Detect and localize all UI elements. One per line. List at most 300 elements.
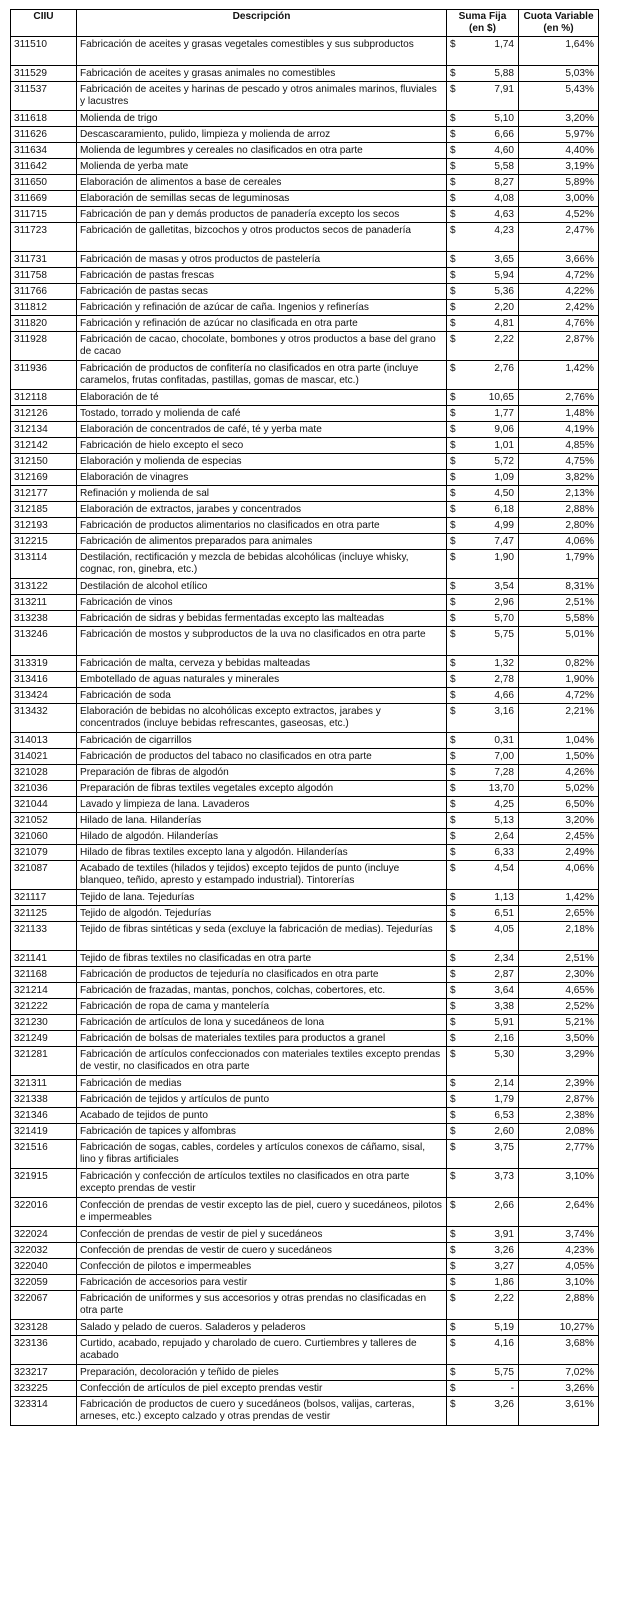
description-cell: Fabricación de artículos de lona y sucedáneos de lona xyxy=(77,1015,447,1031)
description-cell: Fabricación de productos de tejeduría no clasificados en otra parte xyxy=(77,967,447,983)
ciiu-code-cell: 313424 xyxy=(11,688,77,704)
ciiu-code-cell: 321036 xyxy=(11,781,77,797)
suma-fija-cell: 3,73 xyxy=(469,1169,519,1198)
table-body xyxy=(11,37,599,1426)
currency-symbol-cell: $ xyxy=(447,252,469,268)
currency-symbol-cell: $ xyxy=(447,1169,469,1198)
currency-symbol-cell: $ xyxy=(447,1198,469,1227)
cuota-variable-cell: 2,65% xyxy=(519,906,599,922)
currency-symbol-cell: $ xyxy=(447,518,469,534)
table-row xyxy=(11,1381,599,1397)
ciiu-code-cell: 311723 xyxy=(11,223,77,252)
description-cell: Elaboración de concentrados de café, té y yerba mate xyxy=(77,422,447,438)
ciiu-code-cell: 311618 xyxy=(11,111,77,127)
table-row xyxy=(11,361,599,390)
description-cell: Fabricación de masas y otros productos de pastelería xyxy=(77,252,447,268)
suma-fija-cell: 5,36 xyxy=(469,284,519,300)
cuota-variable-cell: 5,97% xyxy=(519,127,599,143)
table-row xyxy=(11,1140,599,1169)
description-cell: Fabricación de hielo excepto el seco xyxy=(77,438,447,454)
ciiu-code-cell: 311529 xyxy=(11,66,77,82)
currency-symbol-cell: $ xyxy=(447,300,469,316)
suma-fija-cell: 5,13 xyxy=(469,813,519,829)
currency-symbol-cell: $ xyxy=(447,438,469,454)
suma-fija-cell: 0,31 xyxy=(469,733,519,749)
cuota-variable-cell: 2,18% xyxy=(519,922,599,951)
ciiu-code-cell: 311650 xyxy=(11,175,77,191)
suma-fija-cell: 2,87 xyxy=(469,967,519,983)
ciiu-code-cell: 321281 xyxy=(11,1047,77,1076)
description-cell: Fabricación de malta, cerveza y bebidas malteadas xyxy=(77,656,447,672)
description-cell: Destilación, rectificación y mezcla de bebidas alcohólicas (incluye whisky, cognac, ron, ginebra, etc.) xyxy=(77,550,447,579)
cuota-variable-cell: 2,87% xyxy=(519,332,599,361)
suma-fija-cell: 5,58 xyxy=(469,159,519,175)
cuota-variable-cell: 2,39% xyxy=(519,1076,599,1092)
currency-symbol-cell: $ xyxy=(447,159,469,175)
description-cell: Fabricación de productos de cuero y sucedáneos (bolsos, valijas, carteras, arneses, etc.) excepto calzado y otras prendas de vestir xyxy=(77,1397,447,1426)
description-cell: Fabricación de vinos xyxy=(77,595,447,611)
cuota-variable-cell: 2,08% xyxy=(519,1124,599,1140)
header-suma-fija-line1: Suma Fija xyxy=(458,11,507,22)
table-row xyxy=(11,223,599,252)
description-cell: Hilado de lana. Hilanderías xyxy=(77,813,447,829)
ciiu-code-cell: 313246 xyxy=(11,627,77,656)
table-row xyxy=(11,906,599,922)
cuota-variable-cell: 4,22% xyxy=(519,284,599,300)
suma-fija-cell: 3,26 xyxy=(469,1397,519,1426)
cuota-variable-cell: 2,51% xyxy=(519,595,599,611)
cuota-variable-cell: 4,65% xyxy=(519,983,599,999)
cuota-variable-cell: 2,47% xyxy=(519,223,599,252)
cuota-variable-cell: 2,13% xyxy=(519,486,599,502)
currency-symbol-cell: $ xyxy=(447,672,469,688)
description-cell: Tejido de fibras sintéticas y seda (excluye la fabricación de medias). Tejedurías xyxy=(77,922,447,951)
ciiu-code-cell: 321249 xyxy=(11,1031,77,1047)
suma-fija-cell: 6,33 xyxy=(469,845,519,861)
suma-fija-cell: 1,90 xyxy=(469,550,519,579)
table-row xyxy=(11,781,599,797)
description-cell: Lavado y limpieza de lana. Lavaderos xyxy=(77,797,447,813)
cuota-variable-cell: 3,68% xyxy=(519,1336,599,1365)
cuota-variable-cell: 2,88% xyxy=(519,1291,599,1320)
currency-symbol-cell: $ xyxy=(447,1124,469,1140)
table-row xyxy=(11,470,599,486)
table-row xyxy=(11,688,599,704)
currency-symbol-cell: $ xyxy=(447,704,469,733)
cuota-variable-cell: 2,80% xyxy=(519,518,599,534)
description-cell: Fabricación de galletitas, bizcochos y otros productos secos de panadería xyxy=(77,223,447,252)
ciiu-code-cell: 311766 xyxy=(11,284,77,300)
currency-symbol-cell: $ xyxy=(447,191,469,207)
table-row xyxy=(11,967,599,983)
table-row xyxy=(11,284,599,300)
ciiu-code-cell: 322032 xyxy=(11,1243,77,1259)
description-cell: Destilación de alcohol etílico xyxy=(77,579,447,595)
table-row xyxy=(11,438,599,454)
ciiu-code-cell: 321214 xyxy=(11,983,77,999)
ciiu-code-cell: 321087 xyxy=(11,861,77,890)
description-cell: Tostado, torrado y molienda de café xyxy=(77,406,447,422)
suma-fija-cell: 7,00 xyxy=(469,749,519,765)
suma-fija-cell: 4,23 xyxy=(469,223,519,252)
cuota-variable-cell: 8,31% xyxy=(519,579,599,595)
suma-fija-cell: 5,94 xyxy=(469,268,519,284)
cuota-variable-cell: 3,50% xyxy=(519,1031,599,1047)
cuota-variable-cell: 2,77% xyxy=(519,1140,599,1169)
description-cell: Preparación de fibras textiles vegetales excepto algodón xyxy=(77,781,447,797)
suma-fija-cell: 6,66 xyxy=(469,127,519,143)
suma-fija-cell: 3,91 xyxy=(469,1227,519,1243)
table-row xyxy=(11,579,599,595)
cuota-variable-cell: 4,40% xyxy=(519,143,599,159)
description-cell: Tejido de algodón. Tejedurías xyxy=(77,906,447,922)
ciiu-code-cell: 322067 xyxy=(11,1291,77,1320)
currency-symbol-cell: $ xyxy=(447,284,469,300)
cuota-variable-cell: 2,52% xyxy=(519,999,599,1015)
ciiu-code-cell: 311731 xyxy=(11,252,77,268)
ciiu-code-cell: 311928 xyxy=(11,332,77,361)
ciiu-code-cell: 311537 xyxy=(11,82,77,111)
suma-fija-cell: 2,14 xyxy=(469,1076,519,1092)
suma-fija-cell: 13,70 xyxy=(469,781,519,797)
currency-symbol-cell: $ xyxy=(447,1243,469,1259)
suma-fija-cell: 7,47 xyxy=(469,534,519,550)
ciiu-code-cell: 322059 xyxy=(11,1275,77,1291)
ciiu-code-cell: 311715 xyxy=(11,207,77,223)
description-cell: Fabricación de sidras y bebidas fermentadas excepto las malteadas xyxy=(77,611,447,627)
table-row xyxy=(11,1076,599,1092)
currency-symbol-cell: $ xyxy=(447,223,469,252)
suma-fija-cell: 2,34 xyxy=(469,951,519,967)
description-cell: Hilado de fibras textiles excepto lana y algodón. Hilanderías xyxy=(77,845,447,861)
cuota-variable-cell: 3,19% xyxy=(519,159,599,175)
table-row xyxy=(11,765,599,781)
ciiu-code-cell: 323225 xyxy=(11,1381,77,1397)
suma-fija-cell: 2,22 xyxy=(469,332,519,361)
currency-symbol-cell: $ xyxy=(447,781,469,797)
suma-fija-cell: 4,81 xyxy=(469,316,519,332)
description-cell: Acabado de tejidos de punto xyxy=(77,1108,447,1124)
header-descripcion: Descripción xyxy=(77,10,447,37)
currency-symbol-cell: $ xyxy=(447,1381,469,1397)
currency-symbol-cell: $ xyxy=(447,1365,469,1381)
description-cell: Fabricación y confección de artículos textiles no clasificados en otra parte excepto prendas de vestir xyxy=(77,1169,447,1198)
cuota-variable-cell: 5,58% xyxy=(519,611,599,627)
table-row xyxy=(11,1365,599,1381)
currency-symbol-cell: $ xyxy=(447,37,469,66)
ciiu-code-cell: 323136 xyxy=(11,1336,77,1365)
suma-fija-cell: 3,38 xyxy=(469,999,519,1015)
suma-fija-cell: 1,09 xyxy=(469,470,519,486)
description-cell: Elaboración de té xyxy=(77,390,447,406)
description-cell: Fabricación de cacao, chocolate, bombones y otros productos a base del grano de cacao xyxy=(77,332,447,361)
ciiu-code-cell: 312142 xyxy=(11,438,77,454)
currency-symbol-cell: $ xyxy=(447,922,469,951)
description-cell: Elaboración y molienda de especias xyxy=(77,454,447,470)
ciiu-code-cell: 311812 xyxy=(11,300,77,316)
table-row xyxy=(11,37,599,66)
description-cell: Hilado de algodón. Hilanderías xyxy=(77,829,447,845)
currency-symbol-cell: $ xyxy=(447,127,469,143)
description-cell: Fabricación de medias xyxy=(77,1076,447,1092)
description-cell: Elaboración de semillas secas de leguminosas xyxy=(77,191,447,207)
ciiu-code-cell: 322024 xyxy=(11,1227,77,1243)
cuota-variable-cell: 2,38% xyxy=(519,1108,599,1124)
cuota-variable-cell: 2,42% xyxy=(519,300,599,316)
table-row xyxy=(11,672,599,688)
cuota-variable-cell: 2,64% xyxy=(519,1198,599,1227)
ciiu-code-cell: 312150 xyxy=(11,454,77,470)
description-cell: Elaboración de alimentos a base de cereales xyxy=(77,175,447,191)
description-cell: Fabricación de artículos confeccionados con materiales textiles excepto prendas de vestir, no clasificados en otra parte xyxy=(77,1047,447,1076)
cuota-variable-cell: 1,50% xyxy=(519,749,599,765)
table-row xyxy=(11,595,599,611)
suma-fija-cell: 1,01 xyxy=(469,438,519,454)
ciiu-code-cell: 323128 xyxy=(11,1320,77,1336)
suma-fija-cell: 1,86 xyxy=(469,1275,519,1291)
cuota-variable-cell: 4,75% xyxy=(519,454,599,470)
table-row xyxy=(11,1108,599,1124)
ciiu-code-cell: 321168 xyxy=(11,967,77,983)
suma-fija-cell: 5,30 xyxy=(469,1047,519,1076)
table-row xyxy=(11,268,599,284)
currency-symbol-cell: $ xyxy=(447,983,469,999)
suma-fija-cell: 6,51 xyxy=(469,906,519,922)
table-row xyxy=(11,1169,599,1198)
suma-fija-cell: 4,50 xyxy=(469,486,519,502)
description-cell: Fabricación de tejidos y artículos de punto xyxy=(77,1092,447,1108)
description-cell: Fabricación de aceites y grasas vegetales comestibles y sus subproductos xyxy=(77,37,447,66)
table-row xyxy=(11,1198,599,1227)
suma-fija-cell: 1,13 xyxy=(469,890,519,906)
table-row xyxy=(11,704,599,733)
ciiu-code-cell: 312169 xyxy=(11,470,77,486)
cuota-variable-cell: 3,00% xyxy=(519,191,599,207)
description-cell: Fabricación de uniformes y sus accesorios y otras prendas no clasificadas en otra parte xyxy=(77,1291,447,1320)
currency-symbol-cell: $ xyxy=(447,656,469,672)
header-ciiu: CIIU xyxy=(11,10,77,37)
ciiu-code-cell: 321117 xyxy=(11,890,77,906)
ciiu-code-cell: 313238 xyxy=(11,611,77,627)
ciiu-code-cell: 314021 xyxy=(11,749,77,765)
table-row xyxy=(11,861,599,890)
cuota-variable-cell: 3,10% xyxy=(519,1169,599,1198)
cuota-variable-cell: 1,42% xyxy=(519,361,599,390)
currency-symbol-cell: $ xyxy=(447,143,469,159)
currency-symbol-cell: $ xyxy=(447,1092,469,1108)
currency-symbol-cell: $ xyxy=(447,688,469,704)
table-row xyxy=(11,332,599,361)
table-row xyxy=(11,890,599,906)
suma-fija-cell: 9,06 xyxy=(469,422,519,438)
description-cell: Confección de prendas de vestir de piel y sucedáneos xyxy=(77,1227,447,1243)
suma-fija-cell: 3,26 xyxy=(469,1243,519,1259)
ciiu-code-cell: 314013 xyxy=(11,733,77,749)
description-cell: Salado y pelado de cueros. Saladeros y peladeros xyxy=(77,1320,447,1336)
currency-symbol-cell: $ xyxy=(447,486,469,502)
ciiu-code-cell: 313211 xyxy=(11,595,77,611)
header-cuota-line1: Cuota Variable xyxy=(523,11,594,22)
table-row xyxy=(11,951,599,967)
suma-fija-cell: 6,18 xyxy=(469,502,519,518)
currency-symbol-cell: $ xyxy=(447,829,469,845)
description-cell: Confección de artículos de piel excepto prendas vestir xyxy=(77,1381,447,1397)
suma-fija-cell: 4,66 xyxy=(469,688,519,704)
suma-fija-cell: 4,05 xyxy=(469,922,519,951)
suma-fija-cell: 2,78 xyxy=(469,672,519,688)
ciiu-code-cell: 321060 xyxy=(11,829,77,845)
table-row xyxy=(11,300,599,316)
cuota-variable-cell: 3,26% xyxy=(519,1381,599,1397)
suma-fija-cell: 7,91 xyxy=(469,82,519,111)
header-suma-fija xyxy=(447,10,519,37)
header-cuota-variable xyxy=(519,10,599,37)
cuota-variable-cell: 2,87% xyxy=(519,1092,599,1108)
ciiu-code-cell: 311626 xyxy=(11,127,77,143)
cuota-variable-cell: 3,61% xyxy=(519,1397,599,1426)
currency-symbol-cell: $ xyxy=(447,861,469,890)
suma-fija-cell: 4,25 xyxy=(469,797,519,813)
ciiu-rates-table-container xyxy=(10,9,599,1426)
table-row xyxy=(11,829,599,845)
ciiu-code-cell: 311820 xyxy=(11,316,77,332)
description-cell: Fabricación de pastas frescas xyxy=(77,268,447,284)
currency-symbol-cell: $ xyxy=(447,1015,469,1031)
ciiu-code-cell: 322040 xyxy=(11,1259,77,1275)
cuota-variable-cell: 5,89% xyxy=(519,175,599,191)
ciiu-code-cell: 313122 xyxy=(11,579,77,595)
description-cell: Fabricación de frazadas, mantas, ponchos, colchas, cobertores, etc. xyxy=(77,983,447,999)
table-row xyxy=(11,1047,599,1076)
cuota-variable-cell: 3,20% xyxy=(519,813,599,829)
description-cell: Curtido, acabado, repujado y charolado de cuero. Curtiembres y talleres de acabado xyxy=(77,1336,447,1365)
description-cell: Confección de prendas de vestir de cuero y sucedáneos xyxy=(77,1243,447,1259)
description-cell: Elaboración de vinagres xyxy=(77,470,447,486)
cuota-variable-cell: 4,72% xyxy=(519,268,599,284)
table-row xyxy=(11,143,599,159)
header-cuota-line2: (en %) xyxy=(543,23,574,34)
description-cell: Molienda de legumbres y cereales no clasificados en otra parte xyxy=(77,143,447,159)
ciiu-code-cell: 321079 xyxy=(11,845,77,861)
suma-fija-cell: 2,66 xyxy=(469,1198,519,1227)
currency-symbol-cell: $ xyxy=(447,733,469,749)
ciiu-code-cell: 321141 xyxy=(11,951,77,967)
table-row xyxy=(11,127,599,143)
description-cell: Fabricación de productos alimentarios no clasificados en otra parte xyxy=(77,518,447,534)
cuota-variable-cell: 4,06% xyxy=(519,534,599,550)
suma-fija-cell: 5,88 xyxy=(469,66,519,82)
ciiu-code-cell: 321346 xyxy=(11,1108,77,1124)
currency-symbol-cell: $ xyxy=(447,890,469,906)
cuota-variable-cell: 5,01% xyxy=(519,627,599,656)
suma-fija-cell: 2,20 xyxy=(469,300,519,316)
suma-fija-cell: 4,54 xyxy=(469,861,519,890)
currency-symbol-cell: $ xyxy=(447,627,469,656)
cuota-variable-cell: 3,10% xyxy=(519,1275,599,1291)
table-row xyxy=(11,813,599,829)
suma-fija-cell: 3,64 xyxy=(469,983,519,999)
currency-symbol-cell: $ xyxy=(447,361,469,390)
cuota-variable-cell: 3,66% xyxy=(519,252,599,268)
description-cell: Embotellado de aguas naturales y minerales xyxy=(77,672,447,688)
currency-symbol-cell: $ xyxy=(447,1397,469,1426)
description-cell: Fabricación y refinación de azúcar no clasificada en otra parte xyxy=(77,316,447,332)
currency-symbol-cell: $ xyxy=(447,579,469,595)
currency-symbol-cell: $ xyxy=(447,1108,469,1124)
ciiu-code-cell: 321311 xyxy=(11,1076,77,1092)
ciiu-code-cell: 312185 xyxy=(11,502,77,518)
cuota-variable-cell: 4,19% xyxy=(519,422,599,438)
suma-fija-cell: 1,77 xyxy=(469,406,519,422)
description-cell: Preparación de fibras de algodón xyxy=(77,765,447,781)
cuota-variable-cell: 3,20% xyxy=(519,111,599,127)
table-row xyxy=(11,1015,599,1031)
ciiu-code-cell: 321125 xyxy=(11,906,77,922)
description-cell: Tejido de fibras textiles no clasificadas en otra parte xyxy=(77,951,447,967)
currency-symbol-cell: $ xyxy=(447,207,469,223)
table-row xyxy=(11,1275,599,1291)
currency-symbol-cell: $ xyxy=(447,1291,469,1320)
header-suma-fija-line2: (en $) xyxy=(469,23,496,34)
ciiu-code-cell: 323314 xyxy=(11,1397,77,1426)
ciiu-code-cell: 322016 xyxy=(11,1198,77,1227)
table-row xyxy=(11,422,599,438)
suma-fija-cell: 5,10 xyxy=(469,111,519,127)
table-row xyxy=(11,534,599,550)
table-row xyxy=(11,845,599,861)
ciiu-code-cell: 312126 xyxy=(11,406,77,422)
cuota-variable-cell: 5,03% xyxy=(519,66,599,82)
table-row xyxy=(11,627,599,656)
cuota-variable-cell: 4,52% xyxy=(519,207,599,223)
suma-fija-cell: 8,27 xyxy=(469,175,519,191)
table-row xyxy=(11,749,599,765)
description-cell: Fabricación de pastas secas xyxy=(77,284,447,300)
currency-symbol-cell: $ xyxy=(447,470,469,486)
table-row xyxy=(11,316,599,332)
table-row xyxy=(11,518,599,534)
description-cell: Molienda de trigo xyxy=(77,111,447,127)
description-cell: Molienda de yerba mate xyxy=(77,159,447,175)
ciiu-code-cell: 312118 xyxy=(11,390,77,406)
table-row xyxy=(11,406,599,422)
ciiu-code-cell: 323217 xyxy=(11,1365,77,1381)
currency-symbol-cell: $ xyxy=(447,1076,469,1092)
currency-symbol-cell: $ xyxy=(447,1140,469,1169)
table-row xyxy=(11,82,599,111)
currency-symbol-cell: $ xyxy=(447,66,469,82)
currency-symbol-cell: $ xyxy=(447,82,469,111)
currency-symbol-cell: $ xyxy=(447,951,469,967)
cuota-variable-cell: 4,76% xyxy=(519,316,599,332)
description-cell: Fabricación de soda xyxy=(77,688,447,704)
description-cell: Fabricación de pan y demás productos de panadería excepto los secos xyxy=(77,207,447,223)
table-row xyxy=(11,999,599,1015)
table-row xyxy=(11,1243,599,1259)
currency-symbol-cell: $ xyxy=(447,175,469,191)
cuota-variable-cell: 3,29% xyxy=(519,1047,599,1076)
cuota-variable-cell: 3,74% xyxy=(519,1227,599,1243)
ciiu-code-cell: 321222 xyxy=(11,999,77,1015)
currency-symbol-cell: $ xyxy=(447,502,469,518)
cuota-variable-cell: 2,76% xyxy=(519,390,599,406)
currency-symbol-cell: $ xyxy=(447,595,469,611)
cuota-variable-cell: 2,88% xyxy=(519,502,599,518)
currency-symbol-cell: $ xyxy=(447,390,469,406)
cuota-variable-cell: 2,21% xyxy=(519,704,599,733)
suma-fija-cell: 1,79 xyxy=(469,1092,519,1108)
currency-symbol-cell: $ xyxy=(447,813,469,829)
